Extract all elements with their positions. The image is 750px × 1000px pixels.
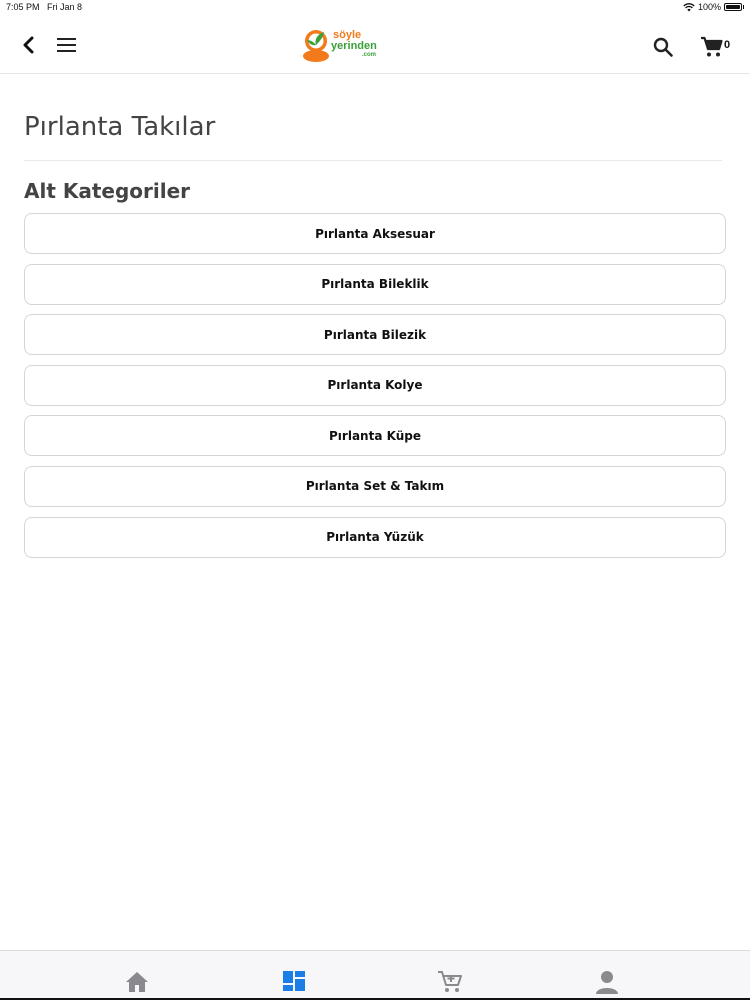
cart-icon[interactable] — [700, 36, 724, 58]
home-icon[interactable] — [124, 969, 150, 995]
subcategory-button[interactable]: Pırlanta Kolye — [24, 365, 726, 406]
top-navbar — [0, 16, 750, 74]
status-time: 7:05 PM — [6, 2, 40, 12]
logo-text-line2: yerinden — [331, 40, 377, 52]
subcategory-button[interactable]: Pırlanta Set & Takım — [24, 466, 726, 507]
battery-percent: 100% — [697, 2, 721, 12]
logo-text-line3: .com — [362, 52, 377, 58]
categories-icon[interactable] — [281, 969, 307, 995]
title-divider — [24, 160, 722, 161]
battery-tip — [743, 5, 744, 9]
logo-emblem-icon — [300, 26, 334, 64]
cart-tab-icon[interactable] — [437, 969, 463, 995]
subcategory-list — [24, 213, 726, 567]
logo-text-line1: söyle — [333, 29, 362, 41]
subcategories-heading: Alt Kategoriler — [24, 179, 191, 203]
menu-icon[interactable] — [55, 34, 79, 56]
subcategory-button[interactable]: Pırlanta Küpe — [24, 415, 726, 456]
page-title: Pırlanta Takılar — [24, 112, 216, 142]
subcategory-button[interactable]: Pırlanta Aksesuar — [24, 213, 726, 254]
subcategory-button[interactable]: Pırlanta Bileklik — [24, 264, 726, 305]
back-icon[interactable] — [18, 34, 40, 56]
wifi-icon — [683, 2, 695, 12]
site-logo[interactable] — [300, 26, 386, 64]
subcategory-button[interactable]: Pırlanta Yüzük — [24, 517, 726, 558]
subcategory-button[interactable]: Pırlanta Bilezik — [24, 314, 726, 355]
bottom-tab-bar — [0, 950, 750, 1000]
cart-count-badge: 0 — [724, 39, 731, 51]
profile-icon[interactable] — [594, 969, 620, 995]
status-date: Fri Jan 8 — [47, 2, 83, 12]
battery-icon — [724, 3, 742, 11]
status-bar — [0, 0, 750, 16]
status-right — [683, 2, 744, 12]
search-icon[interactable] — [652, 36, 674, 58]
